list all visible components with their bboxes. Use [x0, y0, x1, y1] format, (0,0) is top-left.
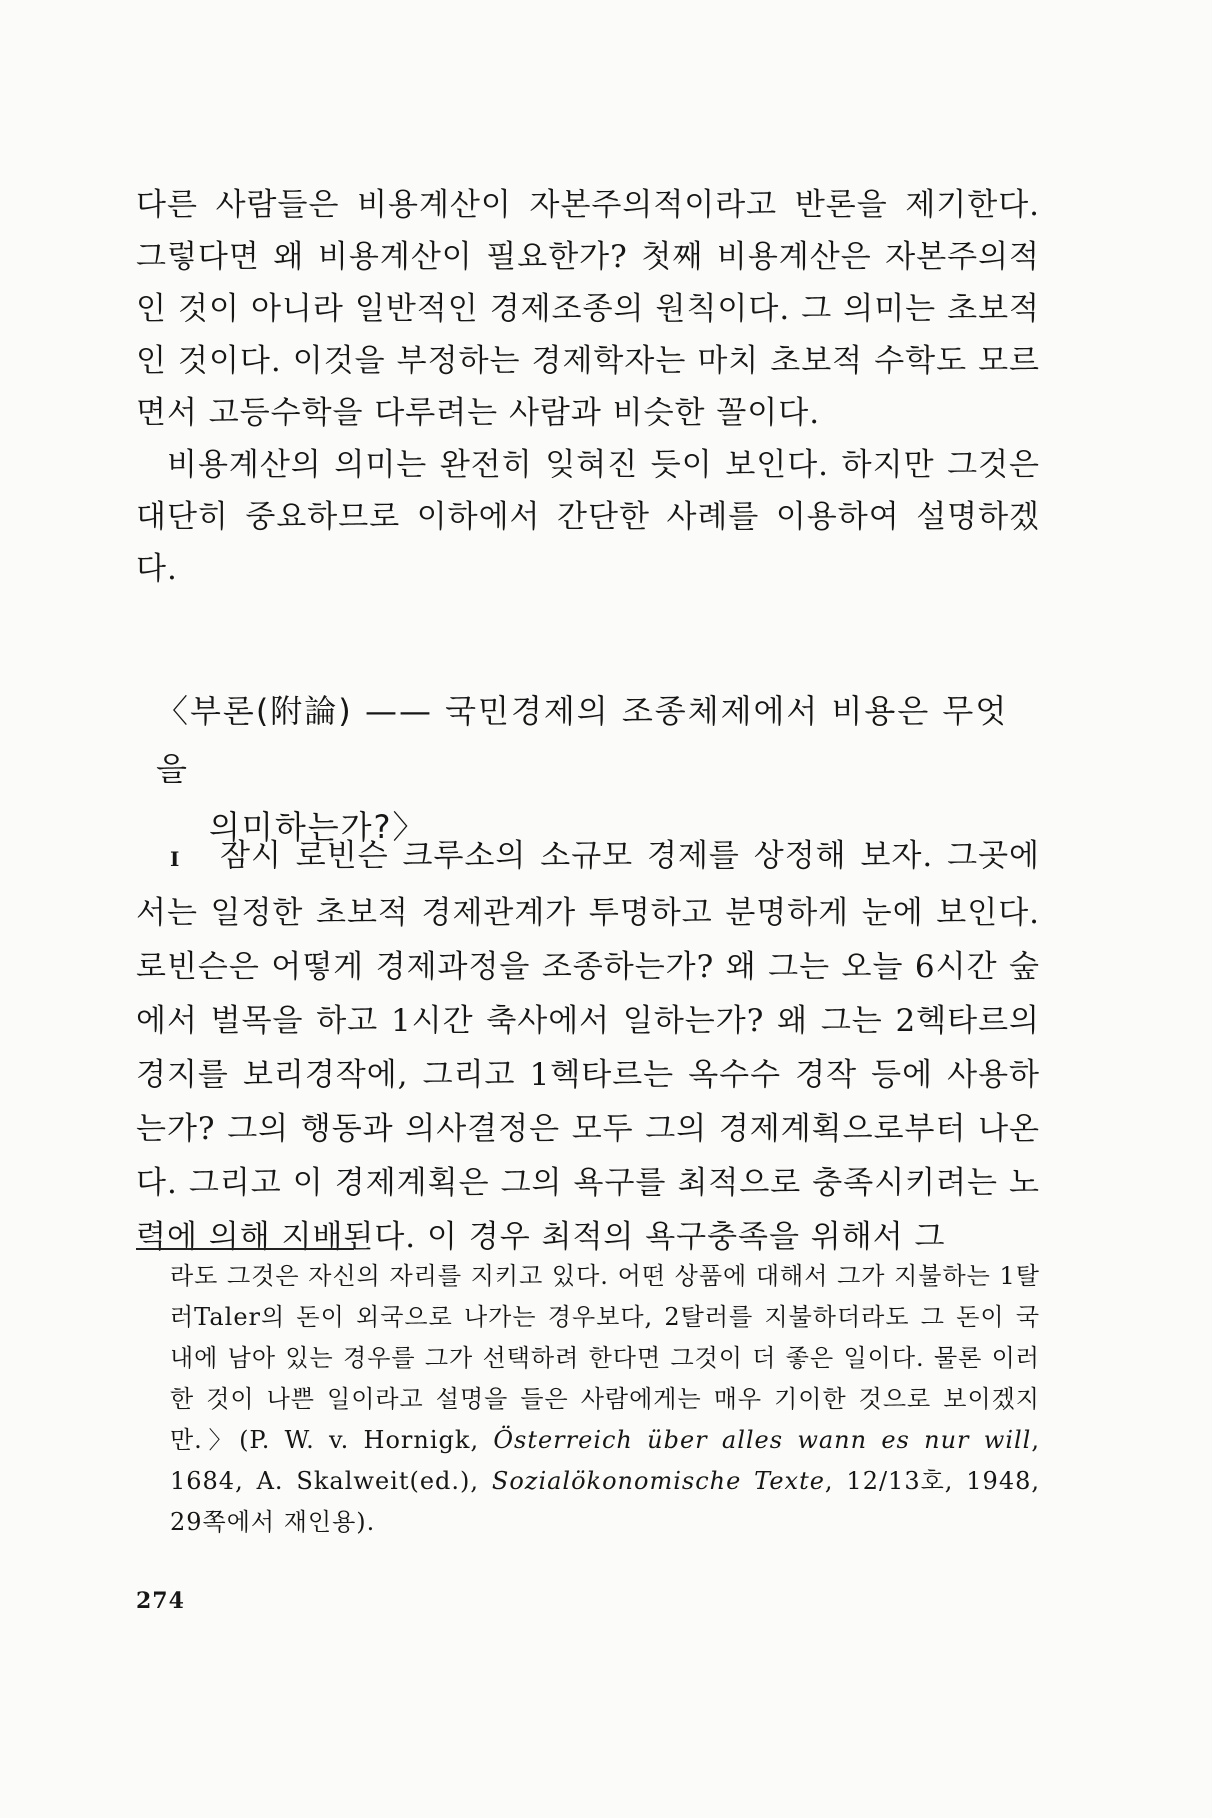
section-heading-line-2: 의미하는가?〉 — [209, 808, 427, 846]
paragraph-2-text: 비용계산의 의미는 완전히 잊혀진 듯이 보인다. 하지만 그것은 대단히 중요하므로 이하에서 간단한 사례를 이용하여 설명하겠다. — [136, 447, 1040, 587]
paragraph-2 — [136, 439, 1040, 595]
footnote-title-1: Österreich über alles wann es nur will — [493, 1426, 1032, 1454]
page-number: 274 — [136, 1588, 185, 1614]
footnote-text-3: , 12/13호, 1948, 29쪽에서 재인용). — [170, 1467, 1040, 1536]
section-number: I — [170, 847, 181, 871]
section-heading-line-1: 〈부론(附論) —— 국민경제의 조종체제에서 비용은 무엇을 — [156, 692, 1009, 788]
section-body — [136, 829, 1040, 1264]
section-text: 잠시 로빈슨 크루소의 소규모 경제를 상정해 보자. 그곳에서는 일정한 초보적 경제관계가 투명하고 분명하게 눈에 보인다. 로빈슨은 어떻게 경제과정을 조종하는가? 왜 그는 오늘 6시간 숲에서 벌목을 하고 1시간 축사에서 일하는가? 왜 그는 2헥타르의 경지를 보리경작에, 그리고 1헥타르는 옥수수 경작 등에 사용하는가? 그의 행동과 의사결정은 모두 그의 경제계획으로부터 나온다. 그리고 이 경제계획은 그의 욕구를 최적으로 충족시키려는 노력에 의해 지배된다. 이 경우 최적의 욕구충족을 위해서 그 — [136, 838, 1040, 1255]
paragraph-1 — [136, 179, 1040, 439]
footnote-title-2: Sozialökonomische Texte — [491, 1467, 825, 1495]
paragraph-1-text: 다른 사람들은 비용계산이 자본주의적이라고 반론을 제기한다. 그렇다면 왜 비용계산이 필요한가? 첫째 비용계산은 자본주의적인 것이 아니라 일반적인 경제조종의 원칙이다. 그 의미는 초보적인 것이다. 이것을 부정하는 경제학자는 마치 초보적 수학도 모르면서 고등수학을 다루려는 사람과 비슷한 꼴이다. — [136, 187, 1040, 431]
footnote-divider — [136, 1248, 354, 1250]
footnote — [170, 1256, 1040, 1543]
footnote-text-2: , 1684, A. Skalweit(ed.), — [170, 1426, 1040, 1495]
footnote-text-1: 라도 그것은 자신의 자리를 지키고 있다. 어떤 상품에 대해서 그가 지불하는 1탈러Taler의 돈이 외국으로 나가는 경우보다, 2탈러를 지불하더라도 그 돈이 국내에 남아 있는 경우를 그가 선택하려 한다면 그것이 더 좋은 일이다. 물론 이러한 것이 나쁜 일이라고 설명을 들은 사람에게는 매우 기이한 것으로 보이겠지만.〉(P. W. v. Hornigk, — [170, 1262, 1040, 1454]
